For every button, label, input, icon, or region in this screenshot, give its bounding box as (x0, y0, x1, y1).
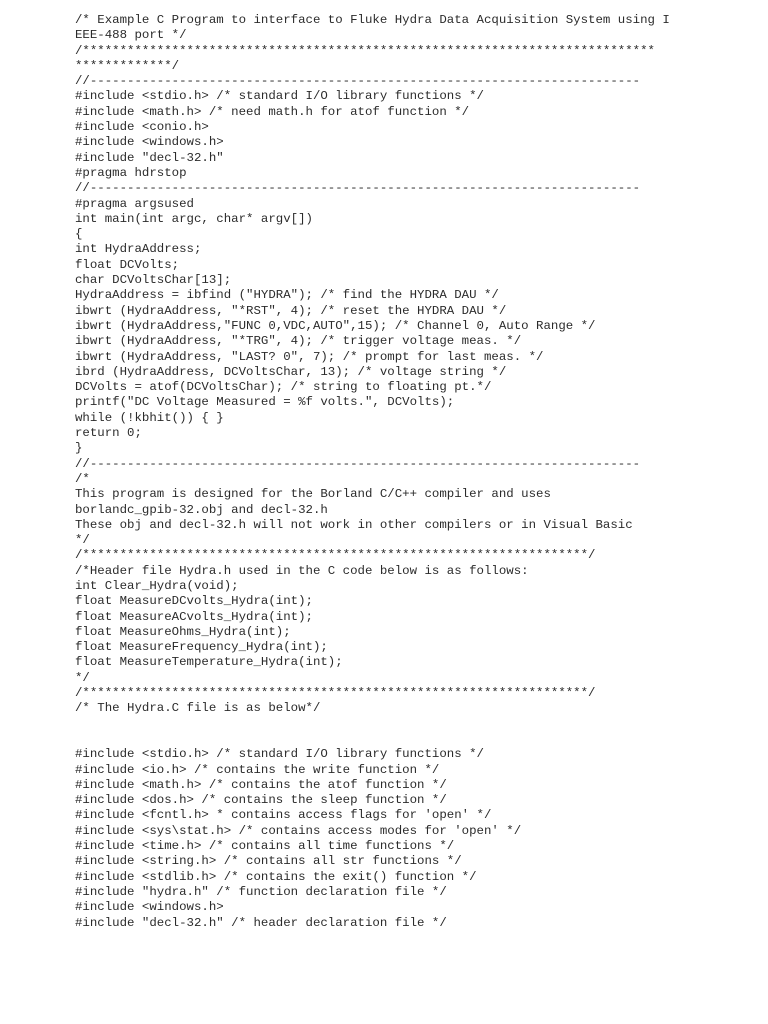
code-line: char DCVoltsChar[13]; (75, 273, 232, 288)
code-line: #include <windows.h> (75, 900, 224, 915)
code-line: #include <math.h> /* need math.h for atof function */ (75, 104, 470, 119)
code-line: ibwrt (HydraAddress, "LAST? 0", 7); /* prompt for last meas. */ (75, 349, 544, 364)
code-line: #include <string.h> /* contains all str functions */ (75, 854, 462, 869)
code-line: #include <sys\stat.h> /* contains access modes for 'open' */ (75, 823, 522, 838)
code-line: #include <time.h> /* contains all time functions */ (75, 839, 455, 854)
code-line: /* The Hydra.C file is as below*/ (75, 701, 321, 716)
code-line: #include "hydra.h" /* function declaration file */ (75, 884, 447, 899)
code-line: #include <stdlib.h> /* contains the exit() function */ (75, 869, 477, 884)
code-line: /* Example C Program to interface to Fluke Hydra Data Acquisition System using I (75, 13, 670, 27)
code-line: int HydraAddress; (75, 242, 202, 257)
code-line: #include <io.h> /* contains the write function */ (75, 762, 440, 777)
code-line: int main(int argc, char* argv[]) (75, 211, 313, 226)
code-line: borlandc_gpib-32.obj and decl-32.h (75, 502, 328, 517)
code-line: ibwrt (HydraAddress, "*RST", 4); /* reset the HYDRA DAU */ (75, 303, 507, 318)
code-line: #pragma hdrstop (75, 165, 187, 180)
code-line: #include "decl-32.h" (75, 150, 224, 165)
code-line: #include <dos.h> /* contains the sleep function */ (75, 793, 447, 808)
code-line: while (!kbhit()) { } (75, 410, 224, 425)
code-line: //-------------------------------------------------------------------------- (75, 456, 641, 471)
code-line: EEE-488 port */ (75, 28, 187, 43)
code-line: float MeasureACvolts_Hydra(int); (75, 609, 313, 624)
code-line: #pragma argsused (75, 196, 194, 211)
code-line: /*Header file Hydra.h used in the C code below is as follows: (75, 563, 529, 578)
code-line: //-------------------------------------------------------------------------- (75, 181, 641, 196)
code-line: ibwrt (HydraAddress,"FUNC 0,VDC,AUTO",15); /* Channel 0, Auto Range */ (75, 318, 596, 333)
code-line: #include <math.h> /* contains the atof function */ (75, 777, 447, 792)
code-line: float MeasureOhms_Hydra(int); (75, 624, 291, 639)
code-listing (75, 13, 755, 931)
code-line: /********************************************************************/ (75, 548, 596, 563)
code-line: /********************************************************************/ (75, 686, 596, 701)
code-line: *************/ (75, 58, 180, 73)
code-line: float MeasureDCvolts_Hydra(int); (75, 594, 313, 609)
code-line: int Clear_Hydra(void); (75, 578, 239, 593)
code-line: */ (75, 670, 90, 685)
code-line: */ (75, 533, 90, 548)
code-line: #include <stdio.h> /* standard I/O library functions */ (75, 89, 484, 104)
code-line: This program is designed for the Borland C/C++ compiler and uses (75, 487, 551, 502)
code-line: /* (75, 471, 90, 486)
code-line: #include "decl-32.h" /* header declaration file */ (75, 915, 447, 930)
code-line: These obj and decl-32.h will not work in other compilers or in Visual Basic (75, 517, 633, 532)
code-line: #include <stdio.h> /* standard I/O library functions */ (75, 747, 484, 762)
code-line: #include <fcntl.h> * contains access flags for 'open' */ (75, 808, 492, 823)
code-line (75, 732, 755, 747)
code-line: float MeasureTemperature_Hydra(int); (75, 655, 343, 670)
code-line: ibrd (HydraAddress, DCVoltsChar, 13); /* voltage string */ (75, 364, 507, 379)
code-line (75, 717, 755, 732)
code-line: { (75, 227, 83, 242)
code-line: printf("DC Voltage Measured = %f volts.", DCVolts); (75, 395, 455, 410)
code-line: HydraAddress = ibfind ("HYDRA"); /* find the HYDRA DAU */ (75, 288, 499, 303)
code-line: #include <conio.h> (75, 120, 209, 135)
code-line: //-------------------------------------------------------------------------- (75, 74, 641, 89)
code-line: DCVolts = atof(DCVoltsChar); /* string to floating pt.*/ (75, 380, 492, 395)
code-line: float DCVolts; (75, 257, 180, 272)
code-line: ibwrt (HydraAddress, "*TRG", 4); /* trigger voltage meas. */ (75, 334, 522, 349)
code-line: } (75, 441, 83, 456)
code-line: #include <windows.h> (75, 135, 224, 150)
code-line: return 0; (75, 426, 142, 441)
code-line: float MeasureFrequency_Hydra(int); (75, 640, 328, 655)
code-line: /***************************************************************************** (75, 43, 655, 58)
